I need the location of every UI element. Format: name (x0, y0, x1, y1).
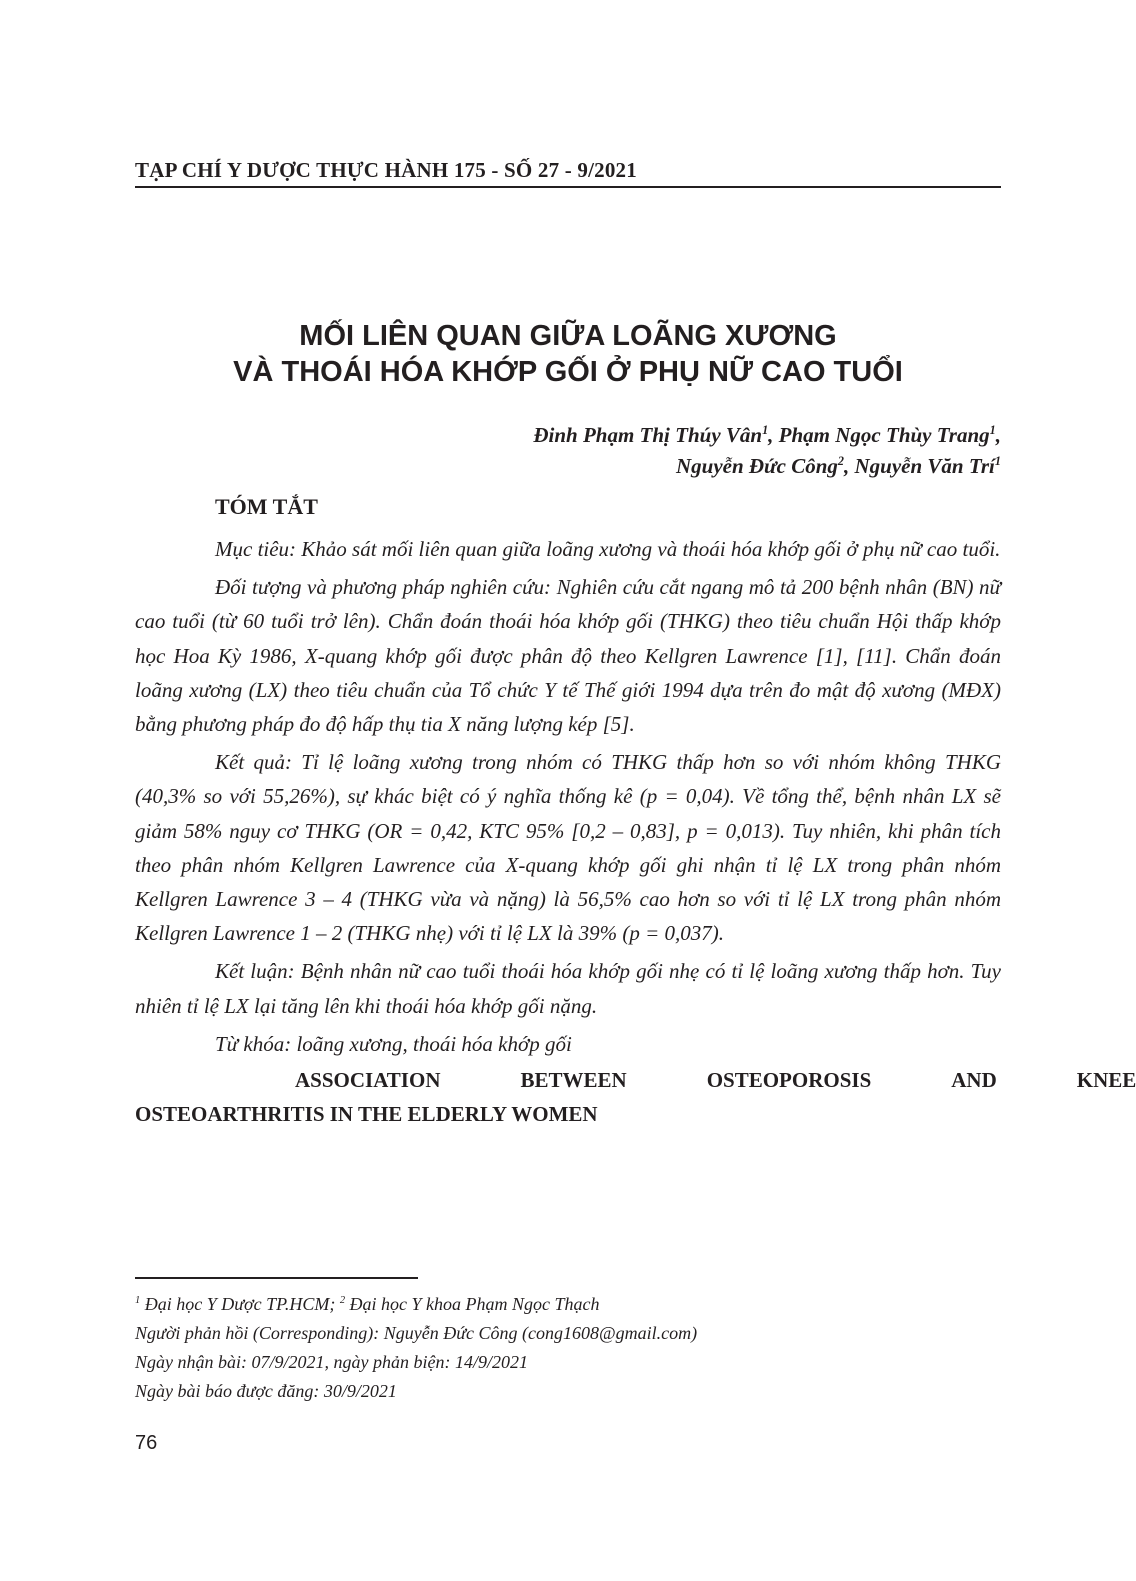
author-name: Phạm Ngọc Thùy Trang (778, 423, 990, 447)
abstract-keywords: Từ khóa: loãng xương, thoái hóa khớp gối (215, 1031, 572, 1056)
english-title-word: OSTEOPOROSIS (706, 1068, 872, 1093)
affiliation-2: Đại học Y khoa Phạm Ngọc Thạch (345, 1294, 600, 1314)
author-list (533, 420, 1001, 482)
english-title-line-2: OSTEOARTHRITIS IN THE ELDERLY WOMEN (135, 1102, 598, 1127)
author-separator: , (768, 423, 779, 447)
author-name: Nguyễn Đức Công (675, 454, 838, 478)
affiliation-marker: 1 (994, 454, 1001, 468)
english-title-word: KNEE (1076, 1068, 1136, 1093)
abstract-heading: TÓM TẮT (215, 494, 318, 519)
english-title-word: BETWEEN (520, 1068, 627, 1093)
english-title-line-1 (135, 1063, 1136, 1097)
abstract-methods: Đối tượng và phương pháp nghiên cứu: Nghiên cứu cắt ngang mô tả 200 bệnh nhân (BN) nữ cao tuổi (từ 60 tuổi trở lên). Chẩn đoán thoái hóa khớp gối (THKG) theo tiêu chuẩn Hội thấp khớp học Hoa Kỳ 1986, X-quang khớp gối được phân độ theo Kellgren Lawrence [1], [11]. Chẩn đoán loãng xương (LX) theo tiêu chuẩn của Tổ chức Y tế Thế giới 1994 dựa trên đo mật độ xương (MĐX) bằng phương pháp đo độ hấp thụ tia X năng lượng kép [5]. (135, 575, 1001, 737)
abstract-results: Kết quả: Tỉ lệ loãng xương trong nhóm có THKG thấp hơn so với nhóm không THKG (40,3% so với 55,26%), sự khác biệt có ý nghĩa thống kê (p = 0,04). Về tổng thể, bệnh nhân LX sẽ giảm 58% nguy cơ THKG (OR = 0,42, KTC 95% [0,2 – 0,83], p = 0,013). Tuy nhiên, khi phân tích theo phân nhóm Kellgren Lawrence của X-quang khớp gối ghi nhận tỉ lệ LX trong phân nhóm Kellgren Lawrence 3 – 4 (THKG vừa và nặng) là 56,5% cao hơn so với tỉ lệ LX trong phân nhóm Kellgren Lawrence 1 – 2 (THKG nhẹ) với tỉ lệ LX là 39% (p = 0,037). (135, 750, 1001, 946)
author-name: Đinh Phạm Thị Thúy Vân (533, 423, 763, 447)
journal-running-header: TẠP CHÍ Y DƯỢC THỰC HÀNH 175 - SỐ 27 - 9/2021 (135, 158, 637, 182)
abstract-body (135, 532, 1136, 1131)
author-separator: , (843, 454, 855, 478)
english-title-word: ASSOCIATION (295, 1068, 441, 1093)
affiliation-marker: 1 (135, 1295, 141, 1306)
page-number: 76 (135, 1432, 158, 1454)
affiliation-1: Đại học Y Dược TP.HCM; (140, 1294, 340, 1314)
authors-line-1 (533, 420, 1001, 451)
title-line-1: MỐI LIÊN QUAN GIỮA LOÃNG XƯƠNG (299, 320, 837, 352)
english-title-word: AND (951, 1068, 997, 1093)
abstract-conclusion: Kết luận: Bệnh nhân nữ cao tuổi thoái hóa khớp gối nhẹ có tỉ lệ loãng xương thấp hơn. Tuy nhiên tỉ lệ LX lại tăng lên khi thoái hóa khớp gối nặng. (135, 959, 1001, 1018)
affiliation-marker: 2 (837, 454, 844, 468)
affiliation-marker: 2 (339, 1295, 346, 1306)
footnote-rule (135, 1277, 418, 1279)
footnote-corresponding: Người phản hồi (Corresponding): Nguyễn Đức Công (cong1608@gmail.com) (135, 1323, 698, 1343)
authors-line-2 (533, 451, 1001, 482)
footnotes (135, 1290, 1001, 1406)
header-rule (135, 186, 1001, 188)
footnote-published: Ngày bài báo được đăng: 30/9/2021 (135, 1381, 397, 1401)
article-title (135, 318, 1001, 390)
footnote-received: Ngày nhận bài: 07/9/2021, ngày phản biện: 14/9/2021 (135, 1352, 528, 1372)
english-title (135, 1063, 1136, 1131)
author-name: Nguyễn Văn Trí (854, 454, 995, 478)
footnote-affiliations (135, 1290, 1001, 1319)
affiliation-marker: 1 (762, 423, 769, 437)
affiliation-marker: 1 (989, 423, 996, 437)
abstract-objective: Mục tiêu: Khảo sát mối liên quan giữa loãng xương và thoái hóa khớp gối ở phụ nữ cao tuổi. (215, 537, 1001, 561)
author-separator: , (995, 423, 1001, 447)
title-line-2: VÀ THOÁI HÓA KHỚP GỐI Ở PHỤ NỮ CAO TUỔI (233, 356, 903, 388)
